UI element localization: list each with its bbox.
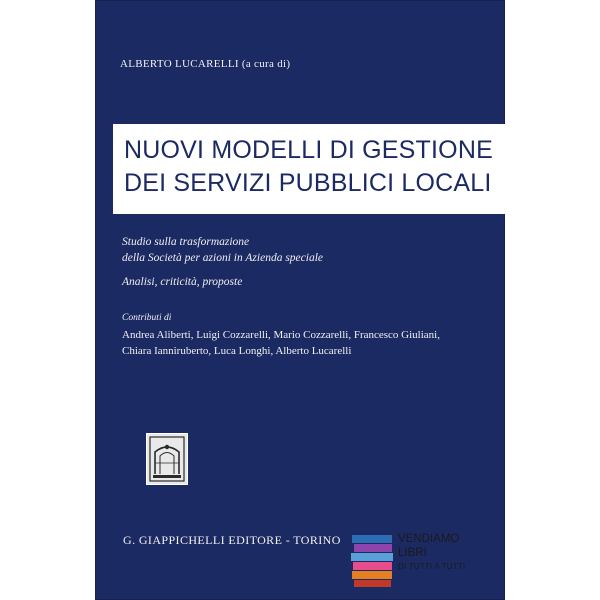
contributors-line-1: Andrea Aliberti, Luigi Cozzarelli, Mario Cozzarelli, Francesco Giuliani, [122,329,440,341]
title-line-1: NUOVI MODELLI DI GESTIONE [124,136,493,164]
contributors-line-2: Chiara Ianniruberto, Luca Longhi, Alberto Lucarelli [122,345,352,357]
subtitle-line-3: Analisi, criticità, proposte [122,276,243,288]
contributors-label: Contributi di [122,313,172,323]
title-line-2: DEI SERVIZI PUBBLICI LOCALI [124,169,492,197]
subtitle-line-2: della Società per azioni in Azienda speciale [122,252,324,264]
publisher-logo-icon [146,433,188,485]
book-cover [95,0,505,600]
watermark-line-2: LIBRI [398,547,427,559]
watermark-line-3: DI TUTTI A TUTTI [398,562,466,571]
stacked-books-icon [350,531,396,589]
watermark-line-1: VENDIAMO [398,533,460,545]
publisher-logo-graphic [147,434,187,484]
watermark [350,531,520,591]
subtitle-line-1: Studio sulla trasformazione [122,236,250,248]
author-line: ALBERTO LUCARELLI (a cura di) [120,58,291,70]
publisher-line: G. GIAPPICHELLI EDITORE - TORINO [123,533,341,547]
title-box [113,124,505,214]
